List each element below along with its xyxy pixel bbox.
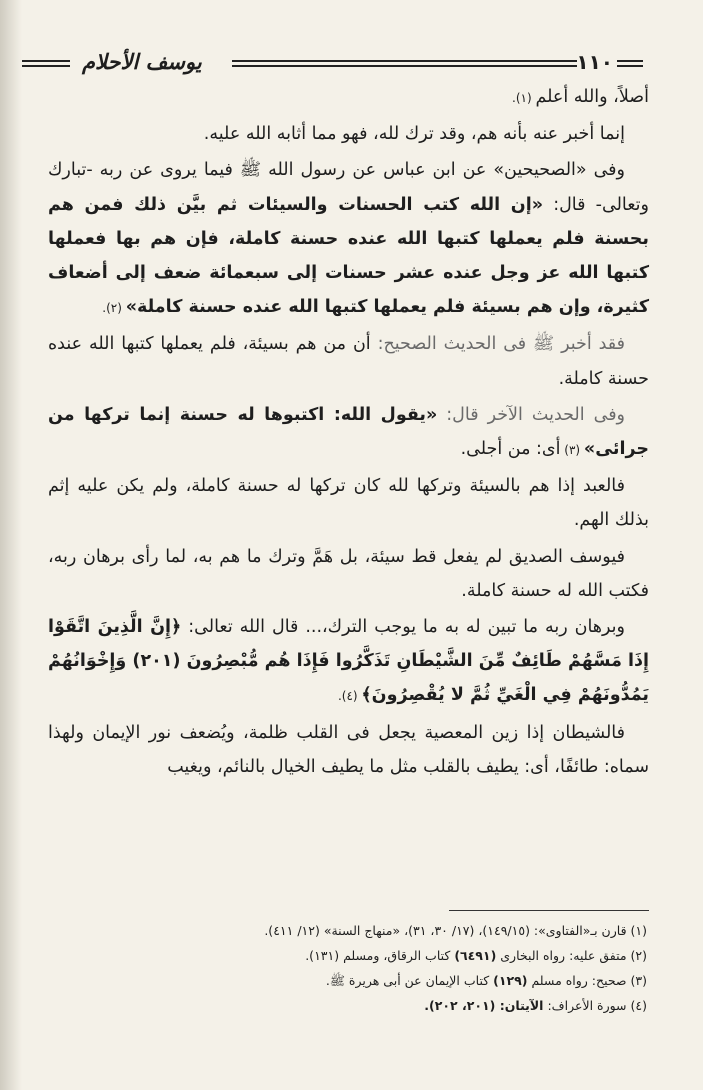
paragraph-p3	[48, 153, 649, 325]
footnote-segment: (٦٤٩١)	[454, 948, 497, 963]
text-segment: وفى «الصحيحين» عن ابن عباس عن رسول الله ﷺ فيما يروى عن ربه -تبارك وتعالى- قال:	[48, 160, 649, 215]
text-segment: (١).	[512, 91, 536, 105]
text-segment: ﴿إِنَّ الَّذِينَ اتَّقَوْا إِذَا مَسَّهُمْ طَائِفٌ مِّنَ الشَّيْطَانِ تَذَكَّرُوا فَإِذَا هُم مُّبْصِرُونَ (٢٠١) وَإِخْوَانُهُمْ يَمُدُّونَهُمْ فِي الْغَيِّ ثُمَّ لا يُقْصِرُونَ﴾	[48, 617, 649, 706]
header-rule-left	[22, 60, 70, 67]
footnote-segment: (٣) صحيح: رواه مسلم	[527, 973, 647, 988]
footnote-item	[90, 943, 647, 968]
text-segment: (٢).	[102, 301, 126, 316]
page-number: ١١٠	[576, 50, 613, 74]
text-segment: وبرهان ربه ما تبين له به ما يوجب الترك،... قال الله تعالى:	[181, 617, 625, 638]
footnote-segment: (٢) متفق عليه: رواه البخارى	[496, 948, 647, 963]
footnotes	[90, 918, 647, 1018]
footnote-segment: كتاب الإيمان عن أبى هريرة ﷺ.	[325, 973, 494, 988]
main-text	[48, 80, 649, 784]
text-segment: فقد أخبر ﷺ فى الحديث الصحيح:	[370, 334, 626, 355]
paragraph-p1	[48, 80, 649, 115]
footnote-segment: (١) قارن بـ«الفتاوى»: (١٤٩/١٥)، (١٧/ ٣٠، ٣١)، «منهاج السنة» (١٢/ ٤١١).	[264, 923, 647, 938]
text-segment: «يقول الله: اكتبوها له حسنة إنما تركها من جرائى»	[48, 404, 649, 460]
paragraph-p9	[48, 716, 649, 784]
paragraph-p4	[48, 327, 649, 395]
text-segment: إنما أخبر عنه بأنه هم، وقد ترك لله، فهو مما أثابه الله عليه.	[203, 124, 625, 145]
footnote-item	[90, 993, 647, 1018]
header-rule-middle	[232, 60, 577, 67]
footnote-segment: كتاب الرقاق، ومسلم (١٣١).	[305, 948, 455, 963]
footnote-item	[90, 918, 647, 943]
text-segment: فالعبد إذا هم بالسيئة وتركها لله كان تركها له حسنة كاملة، ولم يكن عليه إثم بذلك الهم.	[48, 476, 649, 531]
footnote-segment: الآيتان: (٢٠١، ٢٠٢).	[424, 998, 544, 1013]
footnote-item	[90, 968, 647, 993]
text-segment: «إن الله كتب الحسنات والسيئات ثم بيَّن ذلك فمن هم بحسنة فلم يعملها كتبها الله عنده حسنة كاملة، فإن هم بها فعملها كتبها الله عز وجل عنده عشر حسنات إلى سبعمائة ضعف إلى أضعاف كثيرة، وإن هم بسيئة فلم يعملها كتبها الله عنده حسنة كاملة»	[48, 194, 649, 318]
paragraph-p8	[48, 610, 649, 714]
paragraph-p6	[48, 469, 649, 537]
text-segment: (٣)	[560, 443, 584, 458]
header-rule-right	[617, 60, 643, 67]
text-segment: وفى الحديث الآخر قال:	[437, 404, 626, 425]
text-segment: فيوسف الصديق لم يفعل قط سيئة، بل هَمَّ وترك ما هم به، لما رأى برهان ربه، فكتب الله له حسنة كاملة.	[48, 546, 649, 601]
text-segment: أصلاً، والله أعلم	[535, 87, 649, 107]
footnote-segment: (٤) سورة الأعراف:	[543, 998, 647, 1013]
paragraph-p2	[48, 117, 649, 151]
book-title: يوسف الأحلام	[82, 50, 202, 74]
running-header	[22, 50, 643, 80]
paragraph-p7	[48, 540, 649, 608]
footnote-separator	[449, 910, 649, 911]
footnote-segment: (١٢٩)	[493, 973, 528, 988]
text-segment: أن من هم بسيئة، فلم يعملها كتبها الله عنده حسنة كاملة.	[48, 334, 649, 389]
page-gutter-shadow	[0, 0, 22, 1090]
text-segment: فالشيطان إذا زين المعصية يجعل فى القلب ظلمة، ويُضعف نور الإيمان ولهذا سماه: طائفًا، أى: يطيف بالقلب مثل ما يطيف الخيال بالنائم، ويغيب	[48, 722, 649, 777]
text-segment: أى: من أجلى.	[460, 439, 561, 460]
paragraph-p5	[48, 398, 649, 467]
text-segment: (٤).	[337, 689, 362, 704]
